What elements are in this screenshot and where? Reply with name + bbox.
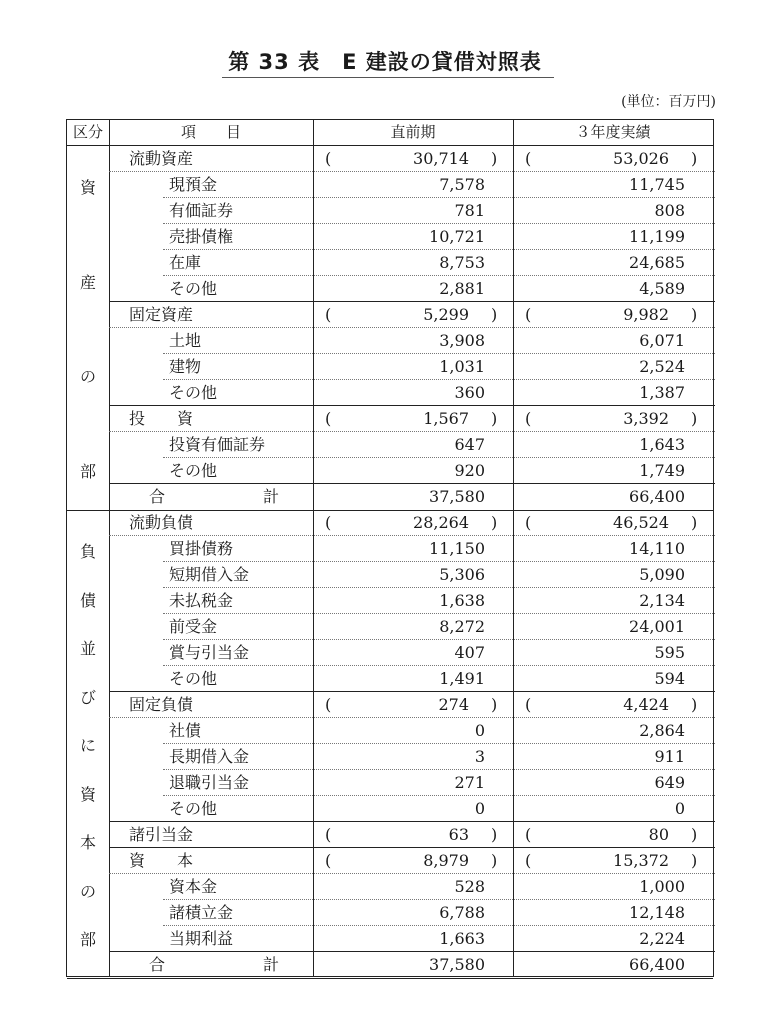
section-label-char: 資 xyxy=(79,784,96,804)
item-label: 投 資 xyxy=(129,409,194,428)
curr-value: 4,589 xyxy=(639,279,685,298)
table-row xyxy=(109,172,715,198)
curr-value: 6,071 xyxy=(639,331,685,350)
item-label: 諸引当金 xyxy=(129,825,194,844)
item-label: 投資有価証券 xyxy=(169,435,266,454)
curr-value: 595 xyxy=(654,643,685,662)
section-label-char: の xyxy=(79,367,96,387)
curr-value: 3,392 xyxy=(623,409,669,428)
curr-value: 14,110 xyxy=(629,539,685,558)
curr-value: 1,000 xyxy=(639,877,685,896)
curr-value: 2,864 xyxy=(639,721,685,740)
item-label: 建物 xyxy=(169,357,202,376)
prev-value: 1,567 xyxy=(423,409,469,428)
table-row xyxy=(109,432,715,458)
paren-close: ) xyxy=(691,149,698,168)
paren-close: ) xyxy=(491,695,498,714)
curr-value: 1,643 xyxy=(639,435,685,454)
paren-close: ) xyxy=(491,149,498,168)
prev-value: 8,979 xyxy=(423,851,469,870)
curr-value: 2,524 xyxy=(639,357,685,376)
total-row xyxy=(109,484,715,510)
page-title: 第 33 表 E 建設の貸借対照表 xyxy=(228,50,542,74)
prev-value: 1,031 xyxy=(439,357,485,376)
item-label: 諸積立金 xyxy=(169,903,234,922)
prev-value: 271 xyxy=(454,773,485,792)
curr-value: 594 xyxy=(654,669,685,688)
prev-value: 1,638 xyxy=(439,591,485,610)
paren-close: ) xyxy=(491,825,498,844)
paren-open: ( xyxy=(525,149,532,168)
section-label-char: 本 xyxy=(79,833,96,852)
table-row xyxy=(109,666,715,692)
item-label: 固定資産 xyxy=(129,305,194,324)
item-label: 在庫 xyxy=(169,253,202,272)
curr-value: 1,749 xyxy=(639,461,685,480)
paren-close: ) xyxy=(491,851,498,870)
table-row xyxy=(109,588,715,614)
total-label-a: 合 xyxy=(149,487,166,506)
table-row xyxy=(109,146,715,172)
paren-close: ) xyxy=(691,409,698,428)
item-label: 固定負債 xyxy=(129,695,194,714)
header-section: 区分 xyxy=(72,123,103,141)
table-row xyxy=(109,562,715,588)
paren-close: ) xyxy=(691,695,698,714)
section-label-char: の xyxy=(79,881,96,901)
paren-open: ( xyxy=(525,409,532,428)
table-row xyxy=(109,354,715,380)
section-label-char: 負 xyxy=(79,542,96,561)
prev-value: 3 xyxy=(474,747,485,766)
section-label-char: 資 xyxy=(79,178,96,197)
table-row xyxy=(109,900,715,926)
curr-value: 2,134 xyxy=(639,591,685,610)
prev-value: 2,881 xyxy=(439,279,485,298)
paren-open: ( xyxy=(325,695,332,714)
total-prev: 37,580 xyxy=(429,487,485,506)
header-item: 項 目 xyxy=(180,123,241,141)
title-underline xyxy=(222,77,554,78)
table-row xyxy=(109,874,715,900)
curr-value: 11,745 xyxy=(629,175,685,194)
prev-value: 8,753 xyxy=(439,253,485,272)
item-label: 賞与引当金 xyxy=(169,643,250,662)
paren-close: ) xyxy=(491,305,498,324)
curr-value: 12,148 xyxy=(629,903,685,922)
header-curr: ３年度実績 xyxy=(575,123,651,141)
item-label: 当期利益 xyxy=(169,929,234,948)
curr-value: 24,001 xyxy=(629,617,685,636)
table-row xyxy=(109,848,715,874)
table-row xyxy=(109,614,715,640)
section-label-char: 部 xyxy=(79,930,96,949)
prev-value: 3,908 xyxy=(439,331,485,350)
paren-open: ( xyxy=(325,825,332,844)
table-row xyxy=(109,406,715,432)
curr-value: 0 xyxy=(674,799,685,818)
paren-close: ) xyxy=(691,851,698,870)
total-label-b: 計 xyxy=(263,955,280,974)
curr-value: 80 xyxy=(648,825,669,844)
table-row xyxy=(109,380,715,406)
prev-value: 1,663 xyxy=(439,929,485,948)
paren-open: ( xyxy=(325,513,332,532)
prev-value: 5,306 xyxy=(439,565,485,584)
item-label: その他 xyxy=(169,669,218,688)
item-label: 買掛債務 xyxy=(169,539,234,558)
item-label: 土地 xyxy=(169,331,202,350)
curr-value: 9,982 xyxy=(623,305,669,324)
item-label: 前受金 xyxy=(169,617,218,636)
prev-value: 63 xyxy=(448,825,469,844)
paren-open: ( xyxy=(525,825,532,844)
total-prev: 37,580 xyxy=(429,955,485,974)
item-label: 現預金 xyxy=(169,175,218,194)
total-label-a: 合 xyxy=(149,955,166,974)
item-label: その他 xyxy=(169,383,218,402)
section-label-char: 並 xyxy=(79,639,96,658)
total-label-b: 計 xyxy=(263,487,280,506)
prev-value: 11,150 xyxy=(429,539,485,558)
paren-open: ( xyxy=(325,149,332,168)
curr-value: 1,387 xyxy=(639,383,685,402)
item-label: 有価証券 xyxy=(169,201,234,220)
balance-sheet-table xyxy=(66,119,714,977)
item-label: 長期借入金 xyxy=(169,747,250,766)
paren-open: ( xyxy=(325,851,332,870)
section-divider xyxy=(67,978,713,979)
paren-close: ) xyxy=(691,305,698,324)
table-row xyxy=(109,250,715,276)
curr-value: 4,424 xyxy=(623,695,669,714)
paren-open: ( xyxy=(525,851,532,870)
section-label-char: 債 xyxy=(79,590,96,610)
table-row xyxy=(109,822,715,848)
item-label: その他 xyxy=(169,461,218,480)
table-row xyxy=(109,718,715,744)
item-label: 資本金 xyxy=(169,877,218,896)
prev-value: 0 xyxy=(474,799,485,818)
section-label-char: 部 xyxy=(79,462,96,481)
paren-open: ( xyxy=(525,695,532,714)
header-prev: 直前期 xyxy=(390,123,436,141)
paren-open: ( xyxy=(525,513,532,532)
table-row xyxy=(109,640,715,666)
item-label: その他 xyxy=(169,799,218,818)
prev-value: 781 xyxy=(454,201,485,220)
prev-value: 920 xyxy=(454,461,485,480)
paren-close: ) xyxy=(491,409,498,428)
table-row xyxy=(109,458,715,484)
prev-value: 647 xyxy=(454,435,485,454)
item-label: 短期借入金 xyxy=(169,565,250,584)
prev-value: 30,714 xyxy=(413,149,469,168)
curr-value: 24,685 xyxy=(629,253,685,272)
table-row xyxy=(109,276,715,302)
table-row xyxy=(109,536,715,562)
prev-value: 7,578 xyxy=(439,175,485,194)
curr-value: 911 xyxy=(654,747,685,766)
unit-note: (単位：百万円) xyxy=(621,94,716,110)
item-label: その他 xyxy=(169,279,218,298)
curr-value: 53,026 xyxy=(613,149,669,168)
prev-value: 1,491 xyxy=(439,669,485,688)
table-row xyxy=(109,926,715,952)
total-curr: 66,400 xyxy=(629,955,685,974)
section-label-char: に xyxy=(79,736,96,755)
paren-open: ( xyxy=(325,409,332,428)
item-label: 流動資産 xyxy=(129,149,194,168)
table-row xyxy=(109,510,715,536)
paren-close: ) xyxy=(491,513,498,532)
section-label-char: び xyxy=(79,687,96,707)
item-label: 未払税金 xyxy=(169,591,234,610)
item-label: 売掛債権 xyxy=(169,227,234,246)
total-curr: 66,400 xyxy=(629,487,685,506)
table-row xyxy=(109,302,715,328)
table-row xyxy=(109,328,715,354)
prev-value: 0 xyxy=(474,721,485,740)
item-label: 流動負債 xyxy=(129,513,194,532)
curr-value: 46,524 xyxy=(613,513,669,532)
paren-close: ) xyxy=(691,825,698,844)
paren-open: ( xyxy=(525,305,532,324)
prev-value: 528 xyxy=(454,877,485,896)
paren-open: ( xyxy=(325,305,332,324)
item-label: 社債 xyxy=(169,721,202,740)
curr-value: 2,224 xyxy=(639,929,685,948)
section-label-char: 産 xyxy=(79,272,96,292)
item-label: 退職引当金 xyxy=(169,773,250,792)
table-row xyxy=(109,744,715,770)
prev-value: 360 xyxy=(454,383,485,402)
curr-value: 11,199 xyxy=(629,227,685,246)
table-row xyxy=(109,796,715,822)
table-row xyxy=(109,224,715,250)
prev-value: 5,299 xyxy=(423,305,469,324)
curr-value: 649 xyxy=(654,773,685,792)
paren-close: ) xyxy=(691,513,698,532)
total-row xyxy=(109,952,715,978)
prev-value: 6,788 xyxy=(439,903,485,922)
curr-value: 5,090 xyxy=(639,565,685,584)
prev-value: 407 xyxy=(454,643,485,662)
curr-value: 808 xyxy=(654,201,685,220)
item-label: 資 本 xyxy=(129,851,194,870)
table-row xyxy=(109,692,715,718)
table-row xyxy=(109,198,715,224)
prev-value: 10,721 xyxy=(429,227,485,246)
curr-value: 15,372 xyxy=(613,851,669,870)
prev-value: 28,264 xyxy=(413,513,469,532)
prev-value: 274 xyxy=(438,695,469,714)
table-row xyxy=(109,770,715,796)
prev-value: 8,272 xyxy=(439,617,485,636)
